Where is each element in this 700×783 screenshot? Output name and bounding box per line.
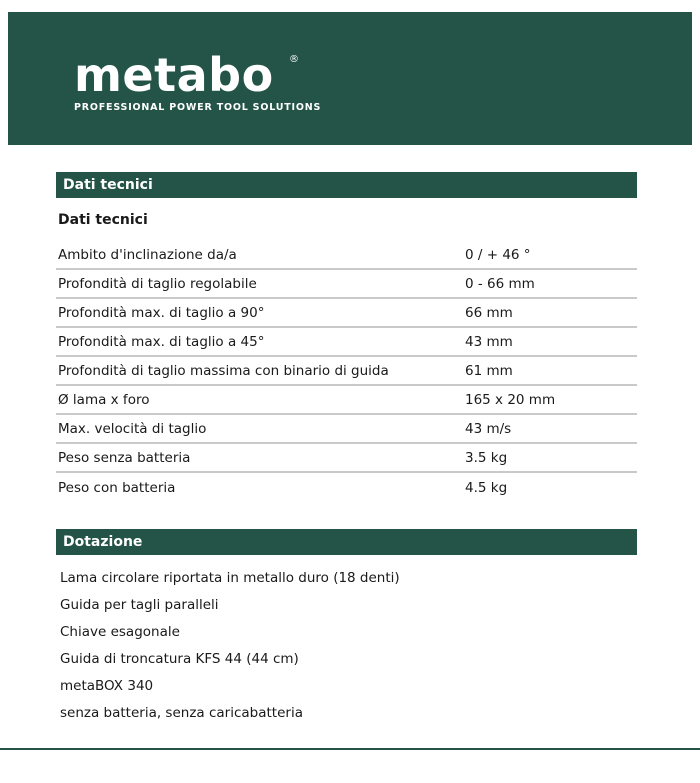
spec-value: 0 - 66 mm [465,275,535,292]
spec-value: 61 mm [465,362,513,379]
spec-value: 43 m/s [465,420,512,437]
tech-section-header: Dati tecnici [56,172,637,198]
table-row [56,415,637,444]
spec-value: 0 / + 46 ° [465,246,531,263]
spec-value: 43 mm [465,333,513,350]
table-row [56,386,637,415]
spec-label: Ø lama x foro [58,391,150,408]
spec-table [56,241,637,502]
list-item: Lama circolare riportata in metallo duro (18 denti) [60,570,400,586]
spec-value: 165 x 20 mm [465,391,556,408]
equipment-section-header: Dotazione [56,529,637,555]
spec-label: Profondità di taglio regolabile [58,275,257,292]
brand-header [8,12,692,145]
spec-label: Max. velocità di taglio [58,420,207,437]
spec-value: 4.5 kg [465,479,508,496]
spec-label: Ambito d'inclinazione da/a [58,246,237,263]
table-row [56,328,637,357]
spec-label: Peso senza batteria [58,449,191,466]
table-row [56,270,637,299]
logo-tagline: PROFESSIONAL POWER TOOL SOLUTIONS [74,102,322,113]
table-row [56,357,637,386]
footer-divider [0,748,700,750]
equipment-list [60,565,400,727]
list-item: senza batteria, senza caricabatteria [60,705,303,721]
list-item: Guida per tagli paralleli [60,597,219,613]
logo-wordmark: metabo [74,48,274,102]
list-item: Chiave esagonale [60,624,180,640]
table-row [56,299,637,328]
spec-label: Profondità max. di taglio a 45° [58,333,265,350]
list-item: Guida di troncatura KFS 44 (44 cm) [60,651,299,667]
table-row [56,241,637,270]
metabo-logo [74,48,322,113]
spec-label: Profondità max. di taglio a 90° [58,304,265,321]
table-row [56,444,637,473]
list-item: metaBOX 340 [60,678,154,694]
tech-subheading: Dati tecnici [58,212,148,228]
spec-value: 3.5 kg [465,449,508,466]
spec-value: 66 mm [465,304,513,321]
registered-mark: ® [289,54,299,65]
spec-label: Profondità di taglio massima con binario di guida [58,362,389,379]
table-row [56,473,637,502]
spec-label: Peso con batteria [58,479,176,496]
